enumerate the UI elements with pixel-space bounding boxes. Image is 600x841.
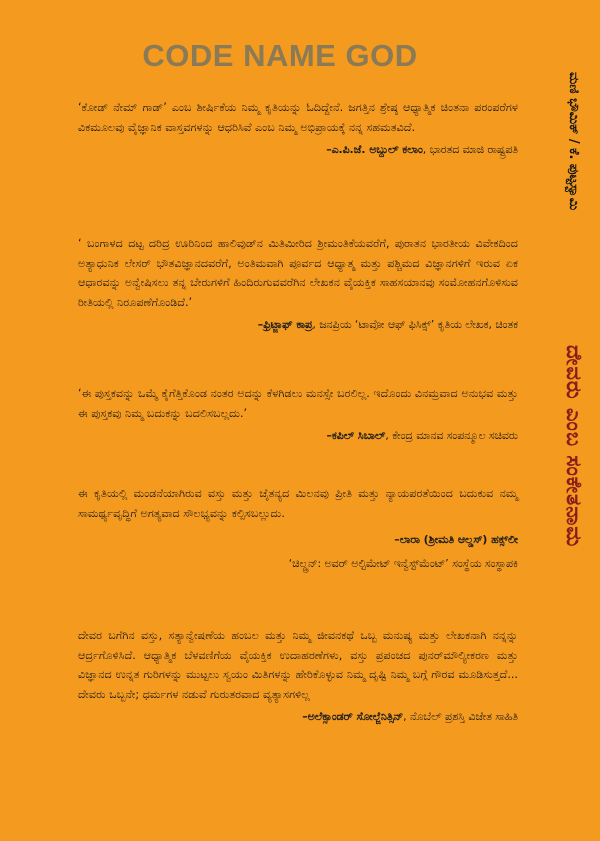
blurb-text: ‘ಈ ಪುಸ್ತಕವನ್ನು ಒಮ್ಮೆ ಕೈಗೆತ್ತಿಕೊಂಡ ನಂತರ ಅದನ್ನು ಕೆಳಗಿಡಲು ಮನಸ್ಸೇ ಬರಲಿಲ್ಲ. ಇದೊಂದು ವಿನಮ್ರವಾದ ಅನುಭವ ಮತ್ತು ಈ ಪುಸ್ತಕವು ನಿಮ್ಮ ಬದುಕನ್ನು ಬದಲಿಸಬಲ್ಲದು.’	[78, 387, 518, 420]
blurb-text: ದೇವರ ಬಗೆಗಿನ ವಸ್ತು, ಸತ್ಯಾನ್ವೇಷಣೆಯ ಹಂಬಲ ಮತ್ತು ನಿಮ್ಮ ಜೀವನಕಥೆ ಒಬ್ಬ ಮನುಷ್ಯ ಮತ್ತು ಲೇಖಕನಾಗಿ ನನ್ನನ್ನು ಆರ್ದ್ರಗೊಳಿಸಿದೆ. ಆಧ್ಯಾತ್ಮಿಕ ಬೆಳವಣಿಗೆಯ ವೈಯಕ್ತಿಕ ಉದಾಹರಣೆಗಳು, ವಸ್ತು ಪ್ರಪಂಚದ ಪುನರ್‌ಮೌಲ್ಯೀಕರಣ ಮತ್ತು ವಿಜ್ಞಾನದ ಉನ್ನತ ಗುರಿಗಳನ್ನು ಮುಟ್ಟಲು ಸ್ವಯಂ ಮಿತಿಗಳನ್ನು ಹೇರಿಕೊಳ್ಳುವ ನಿಮ್ಮ ದೃಷ್ಟಿ ನಿಮ್ಮ ಬಗ್ಗೆ ಗೌರವ ಮೂಡಿಸುತ್ತದೆ... ದೇವರು ಒಬ್ಬನೇ; ಧರ್ಮಗಳ ನಡುವೆ ಗುರುತರವಾದ ವ್ಯತ್ಯಾಸಗಳಿಲ್ಲ	[78, 629, 518, 701]
attribution-role: , ಭಾರತದ ಮಾಜಿ ರಾಷ್ಟ್ರಪತಿ	[422, 143, 518, 156]
attribution-role: , ಕೇಂದ್ರ ಮಾನವ ಸಂಪನ್ಮೂಲ ಸಚಿವರು	[385, 429, 518, 442]
blurb-text: ‘ ಬಂಗಾಳದ ದಟ್ಟ ದರಿದ್ರ ಊರಿನಿಂದ ಹಾಲಿವುಡ್‌ನ ಮಿತಿಮೀರಿದ ಶ್ರೀಮಂತಿಕೆಯವರೆಗೆ, ಪುರಾತನ ಭಾರತೀಯ ವಿವೇಕದಿಂದ ಅತ್ಯಾಧುನಿಕ ಲೇಸರ್ ಭೌತವಿಜ್ಞಾನದವರೆಗೆ, ಅಂತಿಮವಾಗಿ ಪೂರ್ವದ ಆಧ್ಯಾತ್ಮ ಮತ್ತು ಪಶ್ಚಿಮದ ವಿಜ್ಞಾನಗಳಿಗೆ ಇರುವ ಏಕ ಆಧಾರವನ್ನು ಅನ್ವೇಷಿಸಲು ತನ್ನ ಬೇರುಗಳಿಗೆ ಹಿಂದಿರುಗುವವರೆಗಿನ ಲೇಖಕನ ವೈಯಕ್ತಿಕ ಸಾಹಸಯಾನವು ಸಂಮೋಹನಗೊಳಿಸುವ ರೀತಿಯಲ್ಲಿ ನಿರೂಪಣೆಗೊಂಡಿದೆ.’	[78, 237, 518, 309]
blurb-capra	[78, 234, 518, 332]
blurb-attribution	[78, 318, 518, 332]
blurb-attribution	[78, 429, 518, 443]
blurb-attribution	[78, 710, 518, 724]
spine	[532, 0, 600, 841]
attribution-subtitle: ‘ಚಿಲ್ಡ್ರನ್: ಅವರ್ ಅಲ್ಟಿಮೇಟ್ ಇನ್ವೆಸ್ಟ್‌ಮೆಂಟ್’ ಸಂಸ್ಥೆಯ ಸಂಸ್ಥಾಪಕಿ	[288, 557, 518, 570]
attribution-name: –ಫ್ರಿಟ್ಜಾಫ್ ಕಾಪ್ರ	[257, 318, 313, 331]
blurb-sibal	[78, 384, 518, 443]
blurb-huxley	[78, 484, 518, 571]
attribution-name: –ಲಾರಾ (ಶ್ರೀಮತಿ ಆಲ್ಡಸ್) ಹಕ್ಸ್‌ಲೀ	[394, 533, 518, 546]
blurb-text: ಈ ಕೃತಿಯಲ್ಲಿ ಮಂಡನೆಯಾಗಿರುವ ವಸ್ತು ಮತ್ತು ಚೈತನ್ಯದ ಮಿಲನವು ಪ್ರೀತಿ ಮತ್ತು ನ್ಯಾಯಪರತೆಯಿಂದ ಬದುಕುವ ನಮ್ಮ ಸಾಮರ್ಥ್ಯವೃದ್ಧಿಗೆ ಅಗತ್ಯವಾದ ಸೌಲಭ್ಯವನ್ನು ಕಲ್ಪಿಸಬಲ್ಲುದು.	[78, 487, 518, 520]
attribution-role: , ನೊಬೆಲ್ ಪ್ರಶಸ್ತಿ ವಿಜೇತ ಸಾಹಿತಿ	[403, 710, 518, 723]
spine-book-title: ದೇವರು ಎಂಬ ಸಂಕೇತನಾಮ	[562, 345, 586, 548]
spine-author: ಮಣಿ ಭೌಮಿಕ್ / ಕೆ. ಪುಟ್ಟಸ್ವಾಮಿ	[566, 72, 581, 211]
blurb-solzhenitsyn	[78, 626, 518, 724]
blurb-text: ‘ಕೋಡ್ ನೇಮ್ ಗಾಡ್’ ಎಂಬ ಶೀರ್ಷಿಕೆಯ ನಿಮ್ಮ ಕೃತಿಯನ್ನು ಓದಿದ್ದೇನೆ. ಜಗತ್ತಿನ ಶ್ರೇಷ್ಠ ಆಧ್ಯಾತ್ಮಿಕ ಚಿಂತನಾ ಪರಂಪರೆಗಳ ವಿಕಮೂಲವು ವೈಜ್ಞಾನಿಕ ವಾಸ್ತವಗಳನ್ನು ಆಧರಿಸಿವೆ ಎಂಬ ನಿಮ್ಮ ಅಭಿಪ್ರಾಯಕ್ಕೆ ನನ್ನ ಸಹಮತವಿದೆ.	[78, 101, 518, 134]
attribution-name: –ಅಲೆಕ್ಸಾಂಡರ್ ಸೋಲ್ಜೆನಿತ್ಸಿನ್	[302, 710, 404, 723]
blurb-attribution	[78, 143, 518, 157]
cover-title: CODE NAME GOD	[142, 38, 418, 73]
attribution-name: –ಕಪಿಲ್ ಸಿಬಾಲ್	[326, 429, 386, 442]
blurb-kalam	[78, 98, 518, 157]
attribution-role: , ಜನಪ್ರಿಯ ‘ಟಾವೋ ಆಫ್ ಫಿಸಿಕ್ಸ್’ ಕೃತಿಯ ಲೇಖಕ, ಚಿಂತಕ	[312, 318, 518, 331]
blurb-attribution	[78, 533, 518, 547]
attribution-name: –ಎ.ಪಿ.ಜೆ. ಅಬ್ದುಲ್ ಕಲಾಂ	[326, 143, 423, 156]
